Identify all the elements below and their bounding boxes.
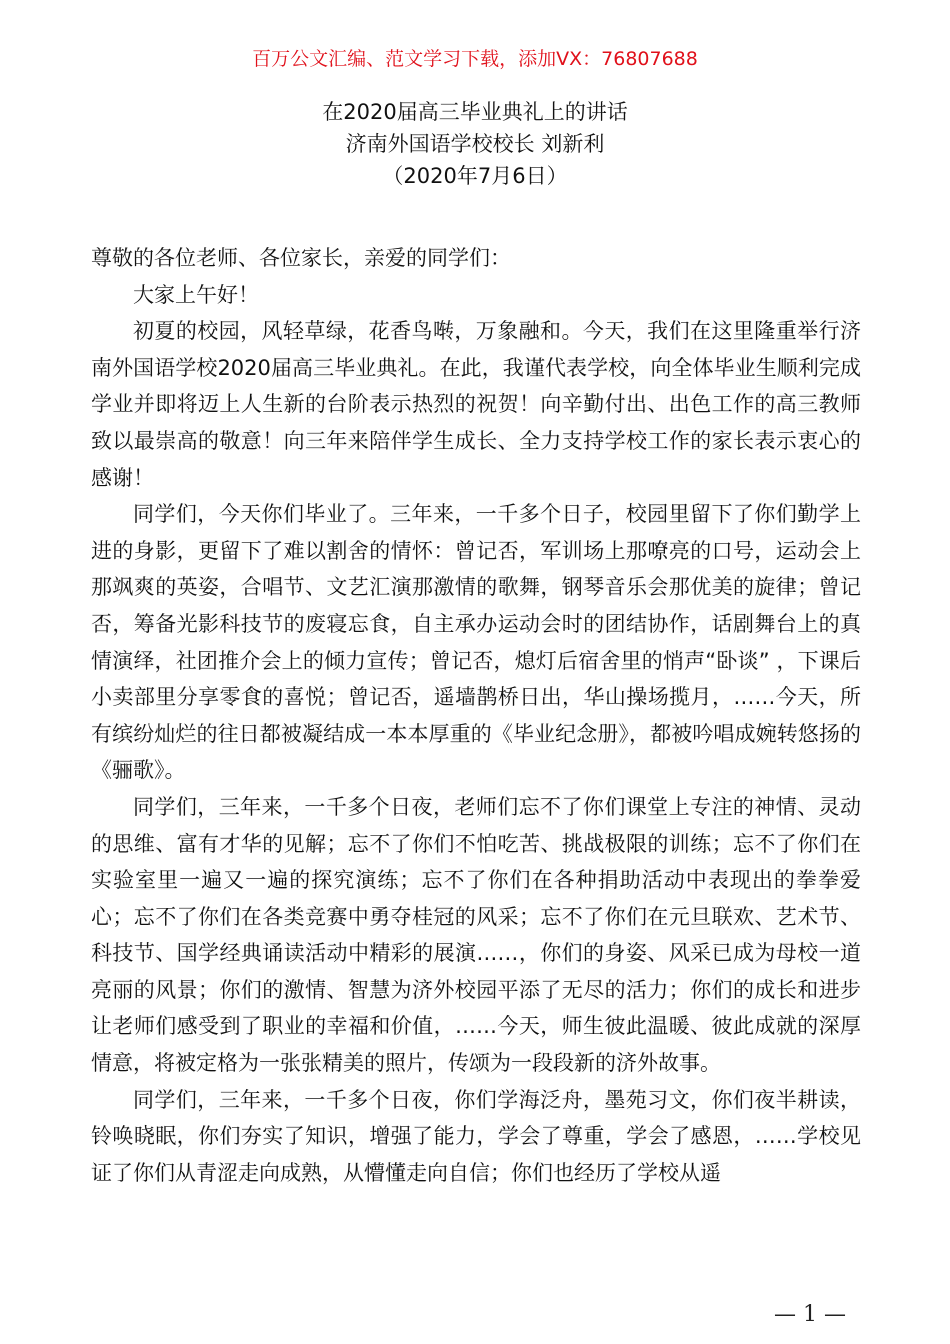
salutation: 尊敬的各位老师、各位家长，亲爱的同学们： bbox=[91, 246, 511, 270]
paragraph-teachers: 同学们，三年来，一千多个日夜，老师们忘不了你们课堂上专注的神情、灵动的思维、富有才华的见解；忘不了你们不怕吃苦、挑战极限的训练；忘不了你们在实验室里一遍又一遍的探究演练；忘不了你们在各种捐助活动中表现出的拳拳爱心；忘不了你们在各类竞赛中勇夺桂冠的风采；忘不了你们在元旦联欢、艺术节、科技节、国学经典诵读活动中精彩的展演……，你们的身姿、风采已成为母校一道亮丽的风景；你们的激情、智慧为济外校园平添了无尽的活力；你们的成长和进步让老师们感受到了职业的幸福和价值，……今天，师生彼此温暖、彼此成就的深厚情意，将被定格为一张张精美的照片，传颂为一段段新的济外故事。 bbox=[91, 794, 861, 1076]
speech-title: 在2020届高三毕业典礼上的讲话 bbox=[322, 100, 628, 124]
paragraph-opening: 初夏的校园，风轻草绿，花香鸟啭，万象融和。今天，我们在这里隆重举行济南外国语学校2020届高三毕业典礼。在此，我谨代表学校，向全体毕业生顺利完成学业并即将迈上人生新的台阶表示热烈的祝贺！向辛勤付出、出色工作的高三教师致以最崇高的敬意！向三年来陪伴学生成长、全力支持学校工作的家长表示衷心的感谢！ bbox=[91, 319, 861, 490]
paragraph-greeting: 大家上午好！ bbox=[133, 282, 259, 307]
title-block bbox=[0, 96, 950, 192]
page-number: — 1 — bbox=[774, 1302, 846, 1327]
paragraph-memories: 同学们，今天你们毕业了。三年来，一千多个日子，校园里留下了你们勤学上进的身影，更留下了难以割舍的情怀：曾记否，军训场上那嘹亮的口号，运动会上那飒爽的英姿，合唱节、文艺汇演那激情的歌舞，钢琴音乐会那优美的旋律；曾记否，筹备光影科技节的废寝忘食，自主承办运动会时的团结协作，话剧舞台上的真情演绎，社团推介会上的倾力宣传；曾记否，熄灯后宿舍里的悄声“卧谈” ，下课后小卖部里分享零食的喜悦；曾记否，遥墙鹊桥日出，华山操场揽月，……今天，所有缤纷灿烂的往日都被凝结成一本本厚重的《毕业纪念册》，都被吟唱成婉转悠扬的《骊歌》。 bbox=[91, 502, 861, 783]
header-banner: 百万公文汇编、范文学习下载，添加VX：76807688 bbox=[252, 48, 698, 70]
page-footer bbox=[0, 1300, 950, 1330]
paragraph-growth: 同学们，三年来，一千多个日夜，你们学海泛舟，墨苑习文，你们夜半耕读，铃唤晓眠，你们夯实了知识，增强了能力，学会了尊重，学会了感恩，……学校见证了你们从青涩走向成熟，从懵懂走向自信；你们也经历了学校从遥 bbox=[91, 1087, 861, 1185]
speaker-line: 济南外国语学校校长 刘新利 bbox=[345, 132, 605, 156]
speech-body bbox=[91, 240, 861, 1191]
date-line: （2020年7月6日） bbox=[382, 164, 568, 188]
